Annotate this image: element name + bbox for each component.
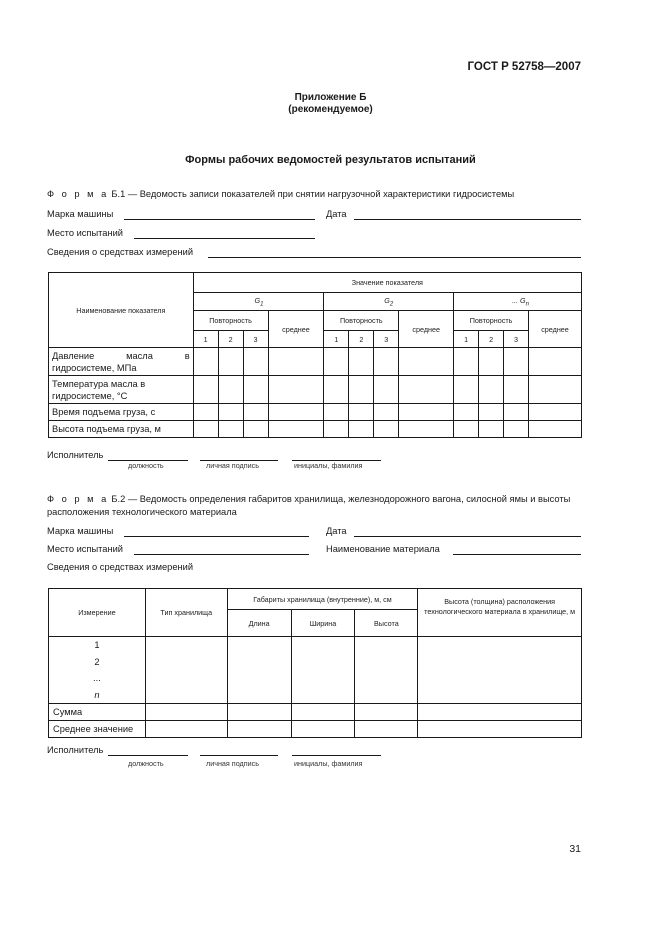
table-row xyxy=(49,404,582,421)
form2-instruments-label: Сведения о средствах измерений xyxy=(47,562,194,572)
form2-material-label: Наименование материала xyxy=(326,544,440,554)
section-title: Формы рабочих ведомостей результатов испытаний xyxy=(185,154,476,166)
form2-caption xyxy=(47,493,583,519)
table-row xyxy=(49,704,582,721)
form2-form-word: Ф о р м а xyxy=(47,494,109,504)
form2-machine-field[interactable] xyxy=(124,536,309,537)
col-header-measure: Измерение xyxy=(49,589,146,637)
repeat-num: 1 xyxy=(193,331,218,348)
row-label: Время подъема груза, с xyxy=(49,404,194,421)
form1-machine-field[interactable] xyxy=(124,219,315,220)
repeat-header: Повторность xyxy=(193,311,268,331)
row-label: Температура масла в гидросистеме, °С xyxy=(49,376,194,404)
col-header-name: Наименование показателя xyxy=(49,273,194,348)
form2-caption-text: Б.2 — Ведомость определения габаритов хранилища, железнодорожного вагона, силосной ямы и высоты расположения технологического материала xyxy=(47,494,571,517)
col-header-width: Ширина xyxy=(291,610,355,637)
table-row xyxy=(49,421,582,438)
form2-name-caption: инициалы, фамилия xyxy=(294,759,363,768)
repeat-num: 1 xyxy=(454,331,479,348)
form2-post-caption: должность xyxy=(128,759,164,768)
form1-machine-label: Марка машины xyxy=(47,209,114,219)
group-header-gn: ... $G_n$ xyxy=(454,293,582,311)
repeat-num: 3 xyxy=(243,331,268,348)
form1-date-field[interactable] xyxy=(354,219,581,220)
form1-post-caption: должность xyxy=(128,461,164,470)
row-label: ... xyxy=(93,673,101,683)
form1-caption xyxy=(47,189,514,199)
col-header-type: Тип хранилища xyxy=(145,589,227,637)
row-label: n xyxy=(94,689,100,700)
repeat-num: 2 xyxy=(479,331,504,348)
group-header-g2: $G_2$ xyxy=(324,293,454,311)
mean-header: среднее xyxy=(529,311,582,348)
row-label: Сумма xyxy=(49,704,146,721)
form2-date-label: Дата xyxy=(326,526,347,536)
form1-place-field[interactable] xyxy=(134,238,315,239)
repeat-num: 1 xyxy=(324,331,349,348)
row-label: Среднее значение xyxy=(49,721,146,738)
form1-signature-caption: личная подпись xyxy=(206,461,259,470)
row-label: 1 xyxy=(94,640,100,650)
form2-executor-label: Исполнитель xyxy=(47,745,104,755)
col-header-dims: Габариты хранилища (внутренние), м, см xyxy=(227,589,418,610)
row-label: Давление масла в гидросистеме, МПа xyxy=(49,348,194,376)
repeat-num: 2 xyxy=(349,331,374,348)
group-header-g1: $G_1$ xyxy=(193,293,324,311)
mean-header: среднее xyxy=(399,311,454,348)
form1-name-caption: инициалы, фамилия xyxy=(294,461,363,470)
appendix-title: Приложение Б xyxy=(294,92,367,103)
repeat-num: 3 xyxy=(504,331,529,348)
measure-numbers xyxy=(49,637,146,704)
col-header-height: Высота xyxy=(355,610,418,637)
table-row xyxy=(49,721,582,738)
form1-place-label: Место испытаний xyxy=(47,228,123,238)
repeat-header: Повторность xyxy=(324,311,399,331)
page-number: 31 xyxy=(569,843,581,855)
form1-form-word: Ф о р м а xyxy=(47,189,109,199)
form1-executor-label: Исполнитель xyxy=(47,450,104,460)
standard-id: ГОСТ Р 52758—2007 xyxy=(467,61,581,73)
row-label: Высота подъема груза, м xyxy=(49,421,194,438)
form2-place-field[interactable] xyxy=(134,554,309,555)
form2-signature-field[interactable] xyxy=(200,755,278,756)
appendix-subtitle: (рекомендуемое) xyxy=(288,104,373,115)
table-row xyxy=(49,637,582,704)
form1-caption-text: Б.1 — Ведомость записи показателей при снятии нагрузочной характеристики гидросистемы xyxy=(108,189,515,199)
form2-name-field[interactable] xyxy=(292,755,381,756)
form1-table xyxy=(48,272,582,438)
table-row xyxy=(49,348,582,376)
form1-instruments-field[interactable] xyxy=(208,257,581,258)
col-header-level: Высота (толщина) расположения технологического материала в хранилище, м xyxy=(418,589,582,637)
col-header-length: Длина xyxy=(227,610,291,637)
form2-signature-caption: личная подпись xyxy=(206,759,259,768)
mean-header: среднее xyxy=(268,311,324,348)
row-label: 2 xyxy=(94,656,100,667)
form2-material-field[interactable] xyxy=(453,554,581,555)
form1-date-label: Дата xyxy=(326,209,347,219)
form2-post-field[interactable] xyxy=(108,755,188,756)
col-header-value: Значение показателя xyxy=(193,273,581,293)
repeat-header: Повторность xyxy=(454,311,529,331)
repeat-num: 2 xyxy=(218,331,243,348)
form1-instruments-label: Сведения о средствах измерений xyxy=(47,247,194,257)
form2-date-field[interactable] xyxy=(354,536,581,537)
table-row xyxy=(49,376,582,404)
form2-place-label: Место испытаний xyxy=(47,544,123,554)
form2-machine-label: Марка машины xyxy=(47,526,114,536)
form2-table xyxy=(48,588,582,738)
repeat-num: 3 xyxy=(374,331,399,348)
